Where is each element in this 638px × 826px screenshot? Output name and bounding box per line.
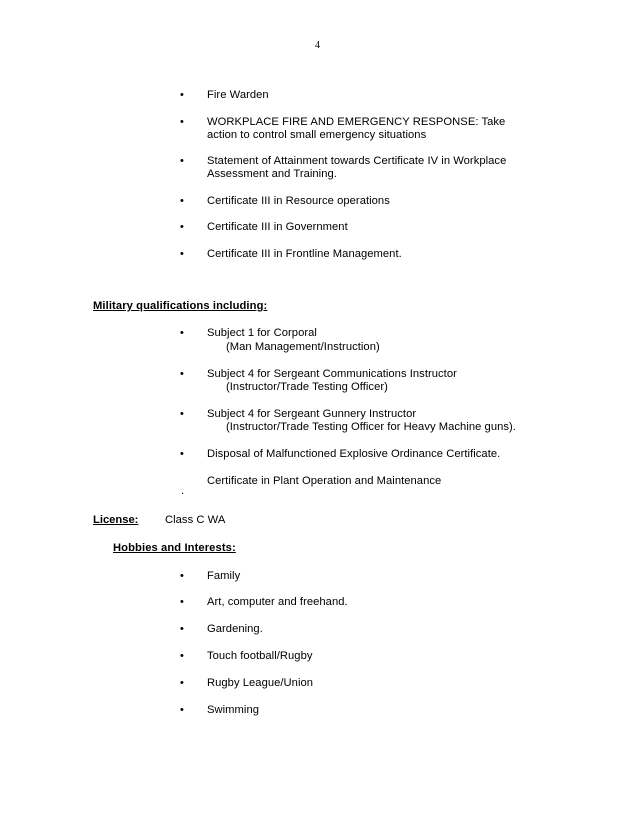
license-label: License: (93, 514, 139, 526)
list-item: Gardening. (207, 623, 263, 635)
bullet-icon: • (180, 368, 184, 380)
bullet-icon: • (180, 570, 184, 582)
list-item-unbulleted: Certificate in Plant Operation and Maintenance (207, 475, 442, 487)
list-item: Statement of Attainment towards Certificate IV in Workplace (207, 155, 507, 167)
bullet-icon: • (180, 327, 184, 339)
page-number: 4 (315, 40, 320, 51)
list-item-detail: (Man Management/Instruction) (226, 341, 380, 353)
bullet-icon: • (180, 408, 184, 420)
list-item: Swimming (207, 704, 259, 716)
stray-dot: . (181, 485, 185, 497)
list-item: Fire Warden (207, 89, 269, 101)
hobbies-heading: Hobbies and Interests: (113, 542, 236, 554)
bullet-icon: • (180, 596, 184, 608)
bullet-icon: • (180, 248, 184, 260)
bullet-icon: • (180, 623, 184, 635)
list-item: Rugby League/Union (207, 677, 314, 689)
bullet-icon: • (180, 221, 184, 233)
list-item: Touch football/Rugby (207, 650, 313, 662)
bullet-icon: • (180, 704, 184, 716)
list-item: Subject 4 for Sergeant Communications Instructor (207, 368, 457, 380)
list-item: Certificate III in Frontline Management. (207, 248, 402, 260)
list-item: Family (207, 570, 241, 582)
list-item-continuation: action to control small emergency situations (207, 129, 427, 141)
list-item: Certificate III in Resource operations (207, 195, 390, 207)
list-item: Art, computer and freehand. (207, 596, 348, 608)
military-heading: Military qualifications including: (93, 300, 268, 312)
list-item-detail: (Instructor/Trade Testing Officer for Heavy Machine guns). (226, 421, 516, 433)
list-item: Subject 1 for Corporal (207, 327, 317, 339)
bullet-icon: • (180, 448, 184, 460)
bullet-icon: • (180, 650, 184, 662)
list-item: Certificate III in Government (207, 221, 348, 233)
bullet-icon: • (180, 195, 184, 207)
bullet-icon: • (180, 677, 184, 689)
list-item-continuation: Assessment and Training. (207, 168, 337, 180)
list-item-detail: (Instructor/Trade Testing Officer) (226, 381, 388, 393)
bullet-icon: • (180, 89, 184, 101)
bullet-icon: • (180, 116, 184, 128)
list-item: WORKPLACE FIRE AND EMERGENCY RESPONSE: Take (207, 116, 506, 128)
list-item: Disposal of Malfunctioned Explosive Ordinance Certificate. (207, 448, 501, 460)
list-item: Subject 4 for Sergeant Gunnery Instructor (207, 408, 417, 420)
license-value: Class C WA (165, 514, 226, 526)
bullet-icon: • (180, 155, 184, 167)
